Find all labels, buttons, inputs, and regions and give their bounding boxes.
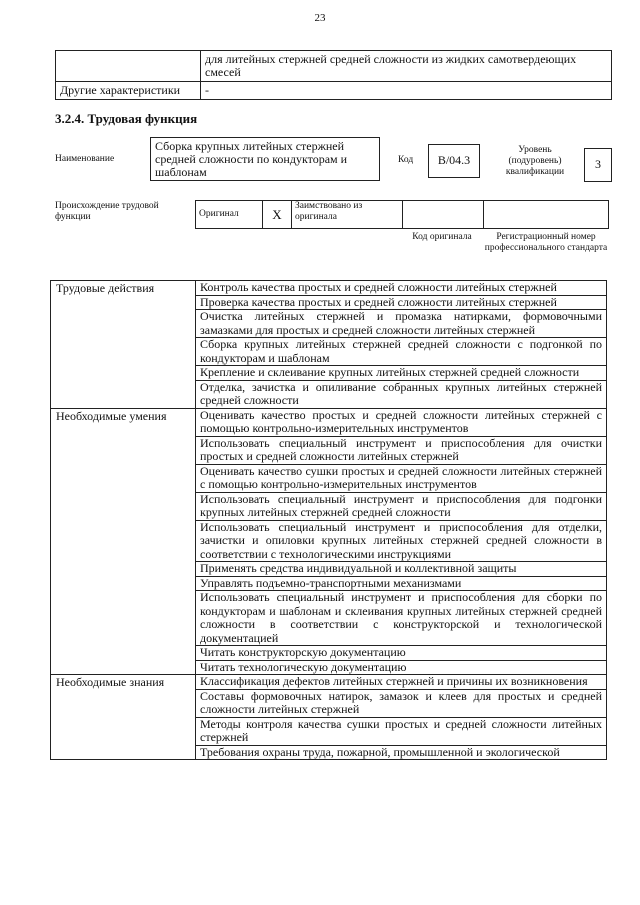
list-item: Управлять подъемно-транспортными механизмами xyxy=(196,576,607,591)
code-label: Код xyxy=(398,155,414,165)
category-cell: Трудовые действия xyxy=(51,281,196,409)
list-item: Контроль качества простых и средней сложности литейных стержней xyxy=(196,281,607,296)
other-characteristics-value: - xyxy=(201,82,612,100)
original-label: Оригинал xyxy=(196,201,263,229)
list-item: Составы формовочных натирок, замазок и клеев для простых и средней сложности литейных стержней xyxy=(196,689,607,717)
other-characteristics-label: Другие характеристики xyxy=(56,82,201,100)
list-item: Использовать специальный инструмент и приспособления для сборки по кондукторам и шаблонам и склеивания крупных литейных стержней средней сложности в соответствии с конструкторской и технологической документацией xyxy=(196,591,607,646)
origin-label: Происхождение трудовой функции xyxy=(55,201,159,222)
page-number: 23 xyxy=(314,12,326,24)
list-item: Оценивать качество сушки простых и средней сложности литейных стержней с помощью контрольно-измерительных инструментов xyxy=(196,464,607,492)
list-item: Использовать специальный инструмент и приспособления для отделки, зачистки и опиловки крупных литейных стержней средней сложности в соответствии с технологическими инструкциями xyxy=(196,520,607,562)
original-code-caption: Код оригинала xyxy=(412,232,472,242)
reg-number-caption: Регистрационный номер профессионального стандарта xyxy=(484,232,608,253)
borrowed-label: Заимствовано из оригинала xyxy=(292,201,403,229)
section-heading: 3.2.4. Трудовая функция xyxy=(55,111,198,126)
level-value: 3 xyxy=(584,148,612,182)
category-cell: Необходимые знания xyxy=(51,675,196,760)
list-item: Очистка литейных стержней и промазка натирками, формовочными замазками для простых и средней сложности литейных стержней xyxy=(196,310,607,338)
continuation-text: для литейных стержней средней сложности из жидких самотвердеющих смесей xyxy=(201,51,612,82)
original-mark: X xyxy=(263,201,292,229)
list-item: Оценивать качество простых и средней сложности литейных стержней с помощью контрольно-измерительных инструментов xyxy=(196,408,607,436)
reg-number-cell xyxy=(484,201,609,229)
list-item: Отделка, зачистка и опиливание собранных крупных литейных стержней средней сложности xyxy=(196,380,607,408)
list-item: Сборка крупных литейных стержней средней сложности с подгонкой по кондукторам и шаблонам xyxy=(196,338,607,366)
list-item: Методы контроля качества сушки простых и средней сложности литейных стержней xyxy=(196,717,607,745)
list-item: Использовать специальный инструмент и приспособления для очистки простых и средней сложности литейных стержней xyxy=(196,436,607,464)
table-row xyxy=(51,408,607,436)
list-item: Классификация дефектов литейных стержней и причины их возникновения xyxy=(196,675,607,690)
list-item: Использовать специальный инструмент и приспособления для подгонки крупных литейных стержней средней сложности xyxy=(196,492,607,520)
table-row xyxy=(51,281,607,296)
function-name: Сборка крупных литейных стержней средней сложности по кондукторам и шаблонам xyxy=(150,137,380,181)
function-details-table xyxy=(50,280,607,760)
list-item: Проверка качества простых и средней сложности литейных стержней xyxy=(196,295,607,310)
list-item: Требования охраны труда, пожарной, промышленной и экологической xyxy=(196,745,607,760)
table-row xyxy=(51,675,607,690)
original-code-cell xyxy=(403,201,484,229)
function-code: B/04.3 xyxy=(428,144,480,178)
list-item: Крепление и склеивание крупных литейных стержней средней сложности xyxy=(196,366,607,381)
list-item: Читать технологическую документацию xyxy=(196,660,607,675)
name-label: Наименование xyxy=(55,154,115,164)
level-label: Уровень (подуровень) квалификации xyxy=(505,145,565,177)
continuation-table xyxy=(55,50,612,100)
list-item: Читать конструкторскую документацию xyxy=(196,646,607,661)
category-cell: Необходимые умения xyxy=(51,408,196,675)
origin-table xyxy=(195,200,609,229)
list-item: Применять средства индивидуальной и коллективной защиты xyxy=(196,562,607,577)
